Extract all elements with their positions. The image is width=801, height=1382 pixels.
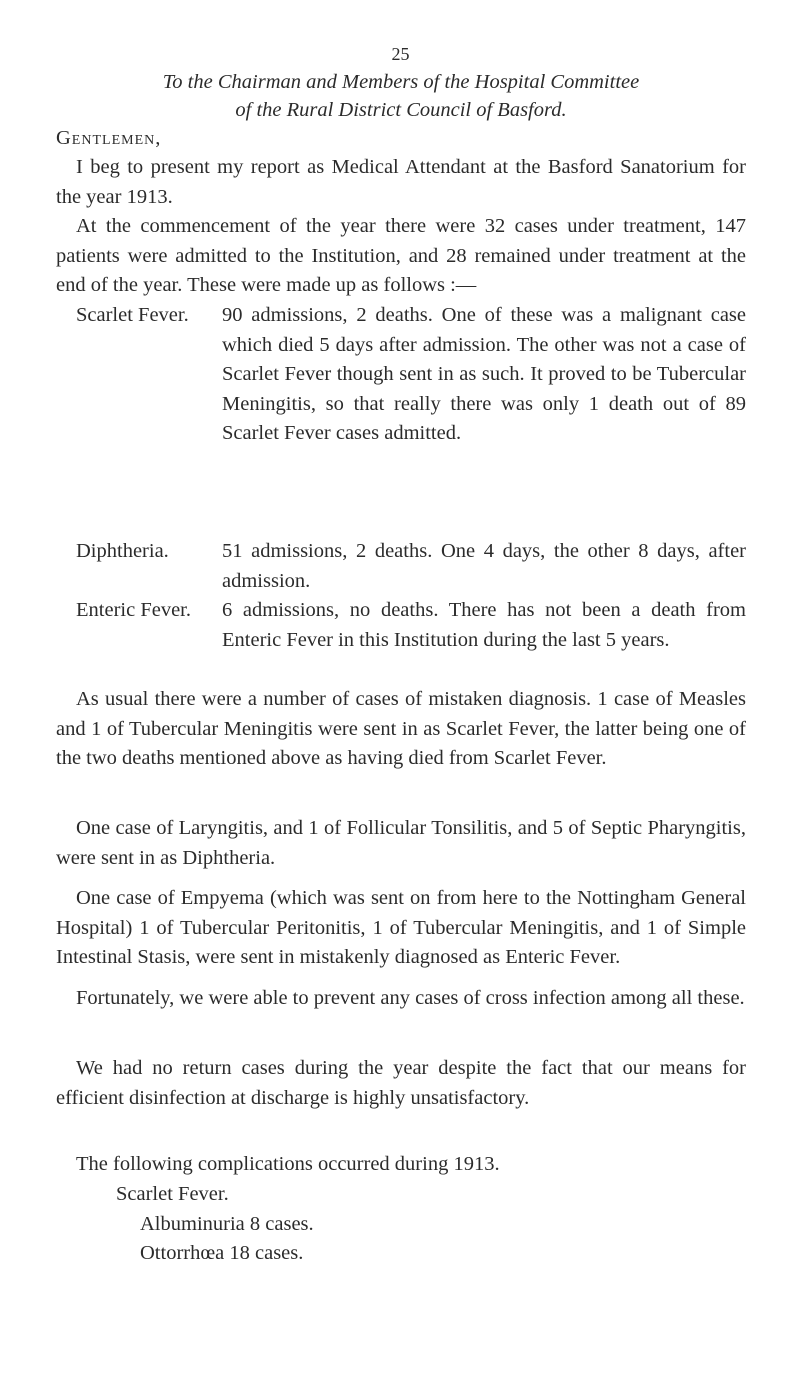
paragraph-complications: The following complications occurred during 1913. xyxy=(76,1153,500,1175)
address-heading xyxy=(56,68,746,124)
complication-item: Albuminuria 8 cases. xyxy=(140,1212,314,1235)
paragraph-return-cases: We had no return cases during the year despite the fact that our means for efficient disinfection at discharge is highly unsatisfactory. xyxy=(56,1057,746,1109)
disease-label: Scarlet Fever. xyxy=(76,304,189,326)
paragraph-mistaken-diagnosis: As usual there were a number of cases of mistaken diagnosis. 1 case of Measles and 1 of Tubercular Meningitis were sent in as Scarlet Fever, the latter being one of the two deaths mentioned above as having died from Scarlet Fever. xyxy=(56,688,746,769)
disease-label: Enteric Fever. xyxy=(76,599,191,621)
complications-heading: Scarlet Fever. xyxy=(116,1183,229,1205)
disease-text: 6 admissions, no deaths. There has not been a death from Enteric Fever in this Institution during the last 5 years. xyxy=(222,599,746,651)
disease-entry-enteric-fever xyxy=(56,596,746,655)
paragraph-fortunately: Fortunately, we were able to prevent any cases of cross infection among all these. xyxy=(76,987,745,1009)
disease-entry-scarlet-fever xyxy=(56,301,746,449)
paragraph-commencement: At the commencement of the year there were 32 cases under treatment, 147 patients were admitted to the Institution, and 28 remained under treatment at the end of the year. These were made up as follows :— xyxy=(56,215,746,296)
disease-entry-diphtheria xyxy=(56,537,746,596)
address-line-2: of the Rural District Council of Basford. xyxy=(235,99,567,121)
paragraph-empyema: One case of Empyema (which was sent on from here to the Nottingham General Hospital) 1 of Tubercular Peritonitis, 1 of Tubercular Meningitis, and 1 of Simple Intestinal Stasis, were sent in mistakenly diagnosed as Enteric Fever. xyxy=(56,887,746,968)
complication-item: Ottorrhœa 18 cases. xyxy=(140,1242,304,1264)
address-line-1: To the Chairman and Members of the Hospital Committee xyxy=(162,71,640,93)
page-number: 25 xyxy=(391,44,410,64)
paragraph-laryngitis: One case of Laryngitis, and 1 of Follicular Tonsilitis, and 5 of Septic Pharyngitis, were sent in as Diphtheria. xyxy=(56,817,746,869)
complications-list xyxy=(116,1180,314,1269)
disease-label: Diphtheria. xyxy=(76,540,169,562)
disease-text: 51 admissions, 2 deaths. One 4 days, the other 8 days, after admission. xyxy=(222,540,746,592)
salutation: Gentlemen, xyxy=(56,127,162,149)
disease-text: 90 admissions, 2 deaths. One of these was a malignant case which died 5 days after admission. The other was not a case of Scarlet Fever though sent in as such. It proved to be Tubercular Meningitis, so that really there was only 1 death out of 89 Scarlet Fever cases admitted. xyxy=(222,304,746,444)
paragraph-intro: I beg to present my report as Medical Attendant at the Basford Sanatorium for the year 1913. xyxy=(56,156,746,208)
